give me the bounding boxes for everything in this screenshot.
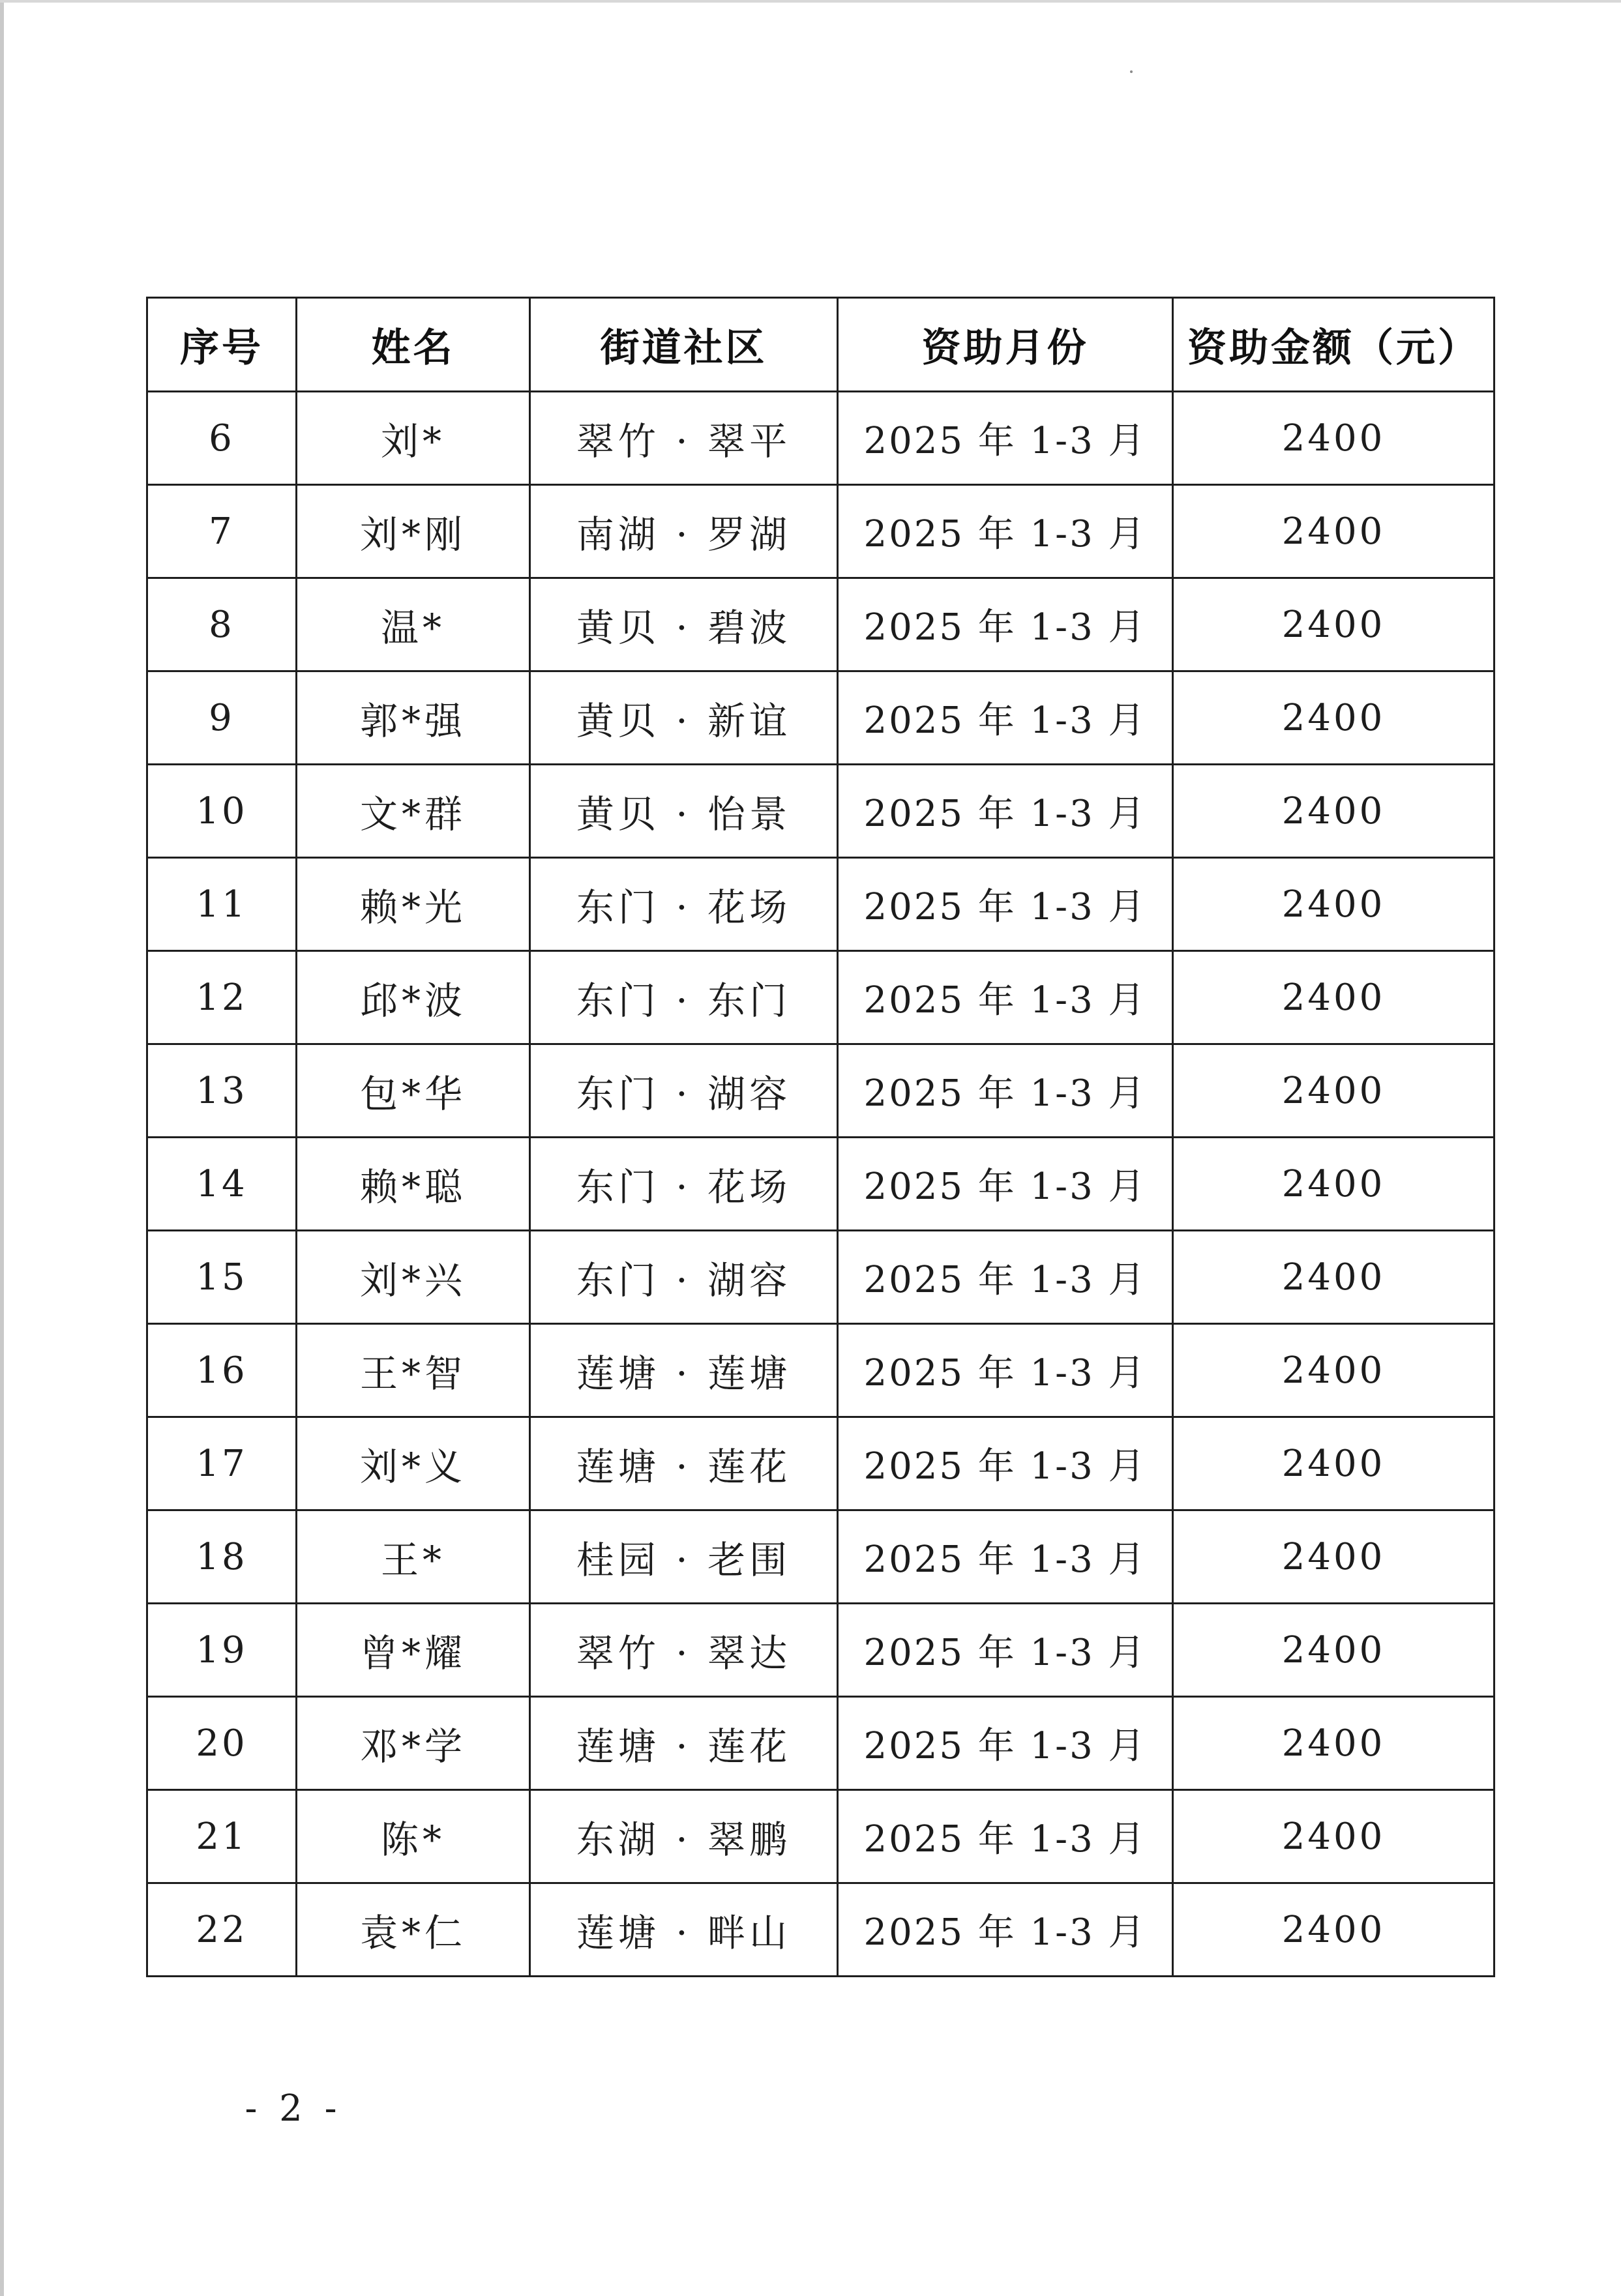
- table-row: [147, 1044, 1495, 1138]
- cell-month: 2025 年 1-3 月: [838, 951, 1173, 1044]
- cell-index: 14: [147, 1138, 297, 1231]
- cell-name: 刘*刚: [297, 485, 530, 578]
- cell-month: 2025 年 1-3 月: [838, 765, 1173, 858]
- cell-area: 东门 · 湖容: [530, 1231, 838, 1324]
- cell-area: 莲塘 · 莲塘: [530, 1324, 838, 1417]
- cell-index: 15: [147, 1231, 297, 1324]
- cell-amount: 2400: [1173, 1324, 1495, 1417]
- header-amount: 资助金额（元）: [1173, 298, 1495, 392]
- table-row: [147, 1510, 1495, 1604]
- table-body: [147, 392, 1495, 1977]
- table-row: [147, 951, 1495, 1044]
- cell-amount: 2400: [1173, 485, 1495, 578]
- cell-area: 黄贝 · 新谊: [530, 671, 838, 765]
- cell-amount: 2400: [1173, 1231, 1495, 1324]
- table-row: [147, 1417, 1495, 1510]
- table-row: [147, 1697, 1495, 1790]
- table-row: [147, 392, 1495, 485]
- header-name: 姓名: [297, 298, 530, 392]
- cell-month: 2025 年 1-3 月: [838, 1417, 1173, 1510]
- cell-area: 黄贝 · 碧波: [530, 578, 838, 671]
- cell-index: 7: [147, 485, 297, 578]
- cell-amount: 2400: [1173, 1604, 1495, 1697]
- cell-name: 刘*: [297, 392, 530, 485]
- cell-area: 桂园 · 老围: [530, 1510, 838, 1604]
- cell-month: 2025 年 1-3 月: [838, 1138, 1173, 1231]
- cell-name: 郭*强: [297, 671, 530, 765]
- cell-name: 包*华: [297, 1044, 530, 1138]
- cell-amount: 2400: [1173, 1697, 1495, 1790]
- cell-month: 2025 年 1-3 月: [838, 485, 1173, 578]
- scan-top-edge: [0, 0, 1621, 3]
- cell-month: 2025 年 1-3 月: [838, 392, 1173, 485]
- cell-index: 22: [147, 1883, 297, 1977]
- cell-area: 东门 · 东门: [530, 951, 838, 1044]
- cell-name: 刘*义: [297, 1417, 530, 1510]
- cell-amount: 2400: [1173, 1044, 1495, 1138]
- cell-area: 东门 · 花场: [530, 858, 838, 951]
- table-row: [147, 765, 1495, 858]
- cell-index: 18: [147, 1510, 297, 1604]
- cell-month: 2025 年 1-3 月: [838, 1790, 1173, 1883]
- cell-index: 19: [147, 1604, 297, 1697]
- cell-area: 翠竹 · 翠达: [530, 1604, 838, 1697]
- table-row: [147, 671, 1495, 765]
- cell-amount: 2400: [1173, 1417, 1495, 1510]
- cell-index: 12: [147, 951, 297, 1044]
- cell-month: 2025 年 1-3 月: [838, 578, 1173, 671]
- cell-area: 翠竹 · 翠平: [530, 392, 838, 485]
- cell-amount: 2400: [1173, 765, 1495, 858]
- cell-name: 袁*仁: [297, 1883, 530, 1977]
- cell-area: 莲塘 · 莲花: [530, 1417, 838, 1510]
- table-row: [147, 1231, 1495, 1324]
- cell-area: 东湖 · 翠鹏: [530, 1790, 838, 1883]
- cell-name: 文*群: [297, 765, 530, 858]
- cell-area: 南湖 · 罗湖: [530, 485, 838, 578]
- table-row: [147, 1790, 1495, 1883]
- cell-month: 2025 年 1-3 月: [838, 1044, 1173, 1138]
- cell-index: 16: [147, 1324, 297, 1417]
- cell-amount: 2400: [1173, 858, 1495, 951]
- cell-index: 13: [147, 1044, 297, 1138]
- cell-area: 黄贝 · 怡景: [530, 765, 838, 858]
- scan-left-edge: [0, 0, 4, 2296]
- cell-area: 莲塘 · 畔山: [530, 1883, 838, 1977]
- table-row: [147, 1883, 1495, 1977]
- cell-name: 曾*耀: [297, 1604, 530, 1697]
- cell-area: 东门 · 花场: [530, 1138, 838, 1231]
- table-row: [147, 485, 1495, 578]
- cell-amount: 2400: [1173, 1883, 1495, 1977]
- table-header-row: [147, 298, 1495, 392]
- cell-month: 2025 年 1-3 月: [838, 858, 1173, 951]
- cell-name: 邓*学: [297, 1697, 530, 1790]
- cell-month: 2025 年 1-3 月: [838, 1231, 1173, 1324]
- cell-amount: 2400: [1173, 951, 1495, 1044]
- cell-month: 2025 年 1-3 月: [838, 1324, 1173, 1417]
- table-row: [147, 578, 1495, 671]
- table-row: [147, 858, 1495, 951]
- cell-index: 10: [147, 765, 297, 858]
- cell-index: 21: [147, 1790, 297, 1883]
- cell-index: 17: [147, 1417, 297, 1510]
- cell-month: 2025 年 1-3 月: [838, 1883, 1173, 1977]
- cell-amount: 2400: [1173, 1138, 1495, 1231]
- cell-name: 赖*光: [297, 858, 530, 951]
- cell-name: 陈*: [297, 1790, 530, 1883]
- cell-index: 11: [147, 858, 297, 951]
- cell-month: 2025 年 1-3 月: [838, 1604, 1173, 1697]
- cell-name: 赖*聪: [297, 1138, 530, 1231]
- cell-name: 王*: [297, 1510, 530, 1604]
- cell-month: 2025 年 1-3 月: [838, 1510, 1173, 1604]
- cell-name: 刘*兴: [297, 1231, 530, 1324]
- cell-month: 2025 年 1-3 月: [838, 671, 1173, 765]
- cell-amount: 2400: [1173, 1510, 1495, 1604]
- scan-speck: [1130, 70, 1133, 73]
- cell-area: 东门 · 湖容: [530, 1044, 838, 1138]
- cell-month: 2025 年 1-3 月: [838, 1697, 1173, 1790]
- table-row: [147, 1138, 1495, 1231]
- header-area: 街道社区: [530, 298, 838, 392]
- cell-index: 8: [147, 578, 297, 671]
- cell-index: 6: [147, 392, 297, 485]
- cell-amount: 2400: [1173, 1790, 1495, 1883]
- cell-amount: 2400: [1173, 578, 1495, 671]
- cell-index: 20: [147, 1697, 297, 1790]
- cell-name: 邱*波: [297, 951, 530, 1044]
- header-month: 资助月份: [838, 298, 1173, 392]
- cell-index: 9: [147, 671, 297, 765]
- cell-amount: 2400: [1173, 392, 1495, 485]
- cell-amount: 2400: [1173, 671, 1495, 765]
- header-index: 序号: [147, 298, 297, 392]
- cell-name: 王*智: [297, 1324, 530, 1417]
- table-row: [147, 1604, 1495, 1697]
- cell-area: 莲塘 · 莲花: [530, 1697, 838, 1790]
- cell-name: 温*: [297, 578, 530, 671]
- subsidy-table: [146, 297, 1495, 1977]
- table-row: [147, 1324, 1495, 1417]
- page-number: - 2 -: [245, 2087, 342, 2130]
